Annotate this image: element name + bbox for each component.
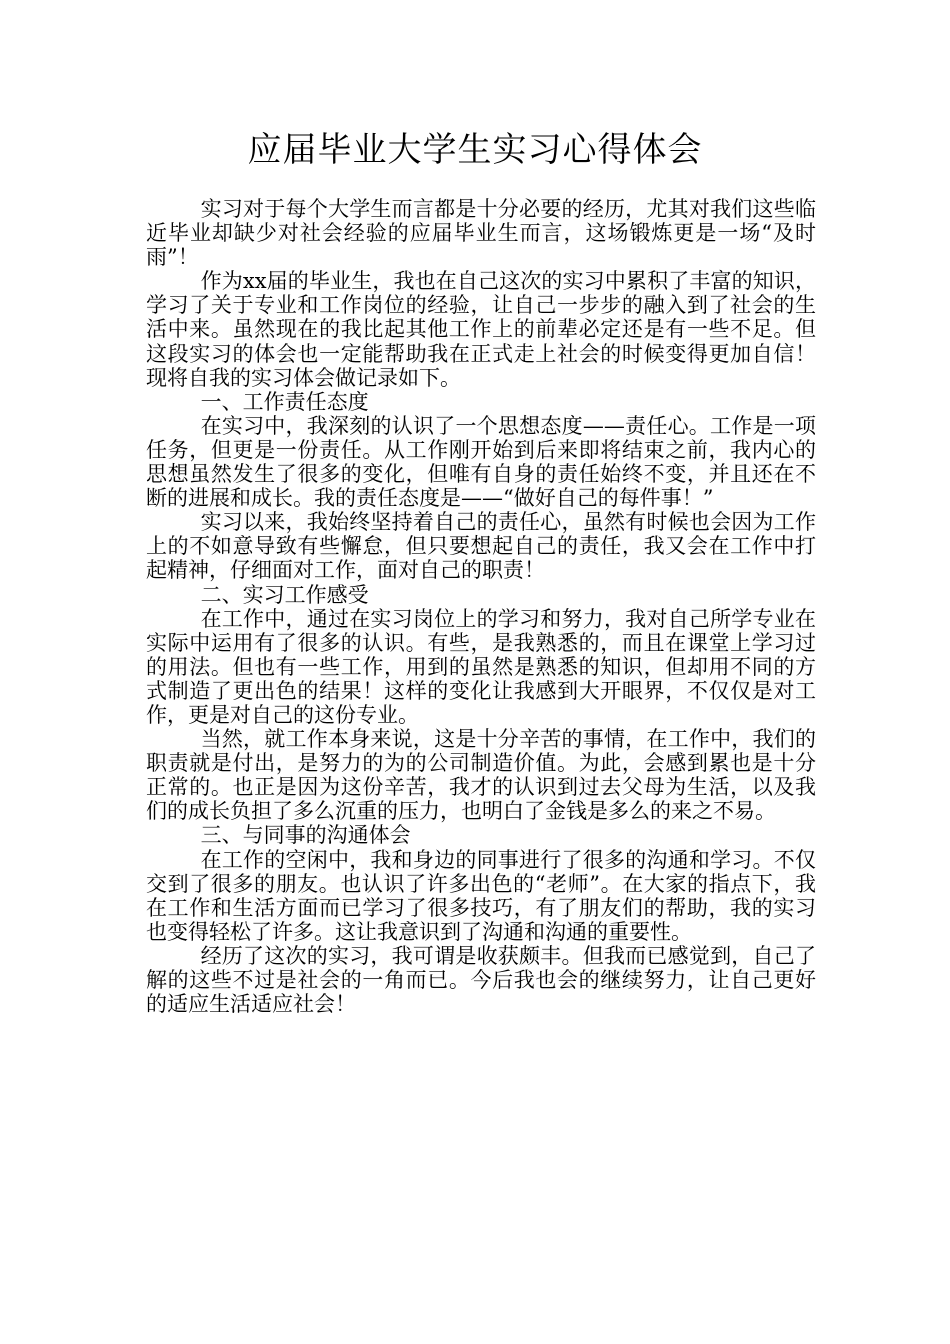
section-heading: 二、实习工作感受 [200,582,369,607]
paragraph: 在工作中，通过在实习岗位上的学习和努力，我对自己所学专业在实际中运用有了很多的认识。有些，是我熟悉的，而且在课堂上学习过的用法。但也有一些工作，用到的虽然是熟悉的知识，但却用不同的方式制造了更出色的结果！这样的变化让我感到大开眼界，不仅仅是对工作，更是对自己的这份专业。 [146,606,816,727]
paragraph: 在工作的空闲中，我和身边的同事进行了很多的沟通和学习。不仅交到了很多的朋友。也认识了许多出色的“老师”。在大家的指点下，我在工作和生活方面而已学习了很多技巧，有了朋友们的帮助，我的实习也变得轻松了许多。这让我意识到了沟通和沟通的重要性。 [146,847,816,944]
section-heading: 三、与同事的沟通体会 [200,823,411,848]
section-heading: 一、工作责任态度 [200,389,369,414]
paragraph: 作为xx届的毕业生，我也在自己这次的实习中累积了丰富的知识，学习了关于专业和工作岗位的经验，让自己一步步的融入到了社会的生活中来。虽然现在的我比起其他工作上的前辈必定还是有一些不足。但这段实习的体会也一定能帮助我在正式走上社会的时候变得更加自信！现将自我的实习体会做记录如下。 [146,269,816,390]
paragraph: 实习对于每个大学生而言都是十分必要的经历，尤其对我们这些临近毕业却缺少对社会经验的应届毕业生而言，这场锻炼更是一场“及时雨”！ [146,197,816,270]
paragraph: 在实习中，我深刻的认识了一个思想态度——责任心。工作是一项任务，但更是一份责任。从工作刚开始到后来即将结束之前，我内心的思想虽然发生了很多的变化，但唯有自身的责任始终不变，并且还在不断的进展和成长。我的责任态度是——“做好自己的每件事！” [146,413,816,511]
paragraph: 当然，就工作本身来说，这是十分辛苦的事情，在工作中，我们的职责就是付出，是努力的为的公司制造价值。为此，会感到累也是十分正常的。也正是因为这份辛苦，我才的认识到过去父母为生活，以及我们的成长负担了多么沉重的压力，也明白了金钱是多么的来之不易。 [146,727,816,824]
paragraph: 经历了这次的实习，我可谓是收获颇丰。但我而已感觉到，自己了解的这些不过是社会的一角而已。今后我也会的继续努力，让自己更好的适应生活适应社会！ [146,943,816,1017]
document-title: 应届毕业大学生实习心得体会 [247,130,703,170]
paragraph: 实习以来，我始终坚持着自己的责任心，虽然有时候也会因为工作上的不如意导致有些懈怠，但只要想起自己的责任，我又会在工作中打起精神，仔细面对工作，面对自己的职责！ [146,510,816,583]
document-body [146,197,816,1016]
